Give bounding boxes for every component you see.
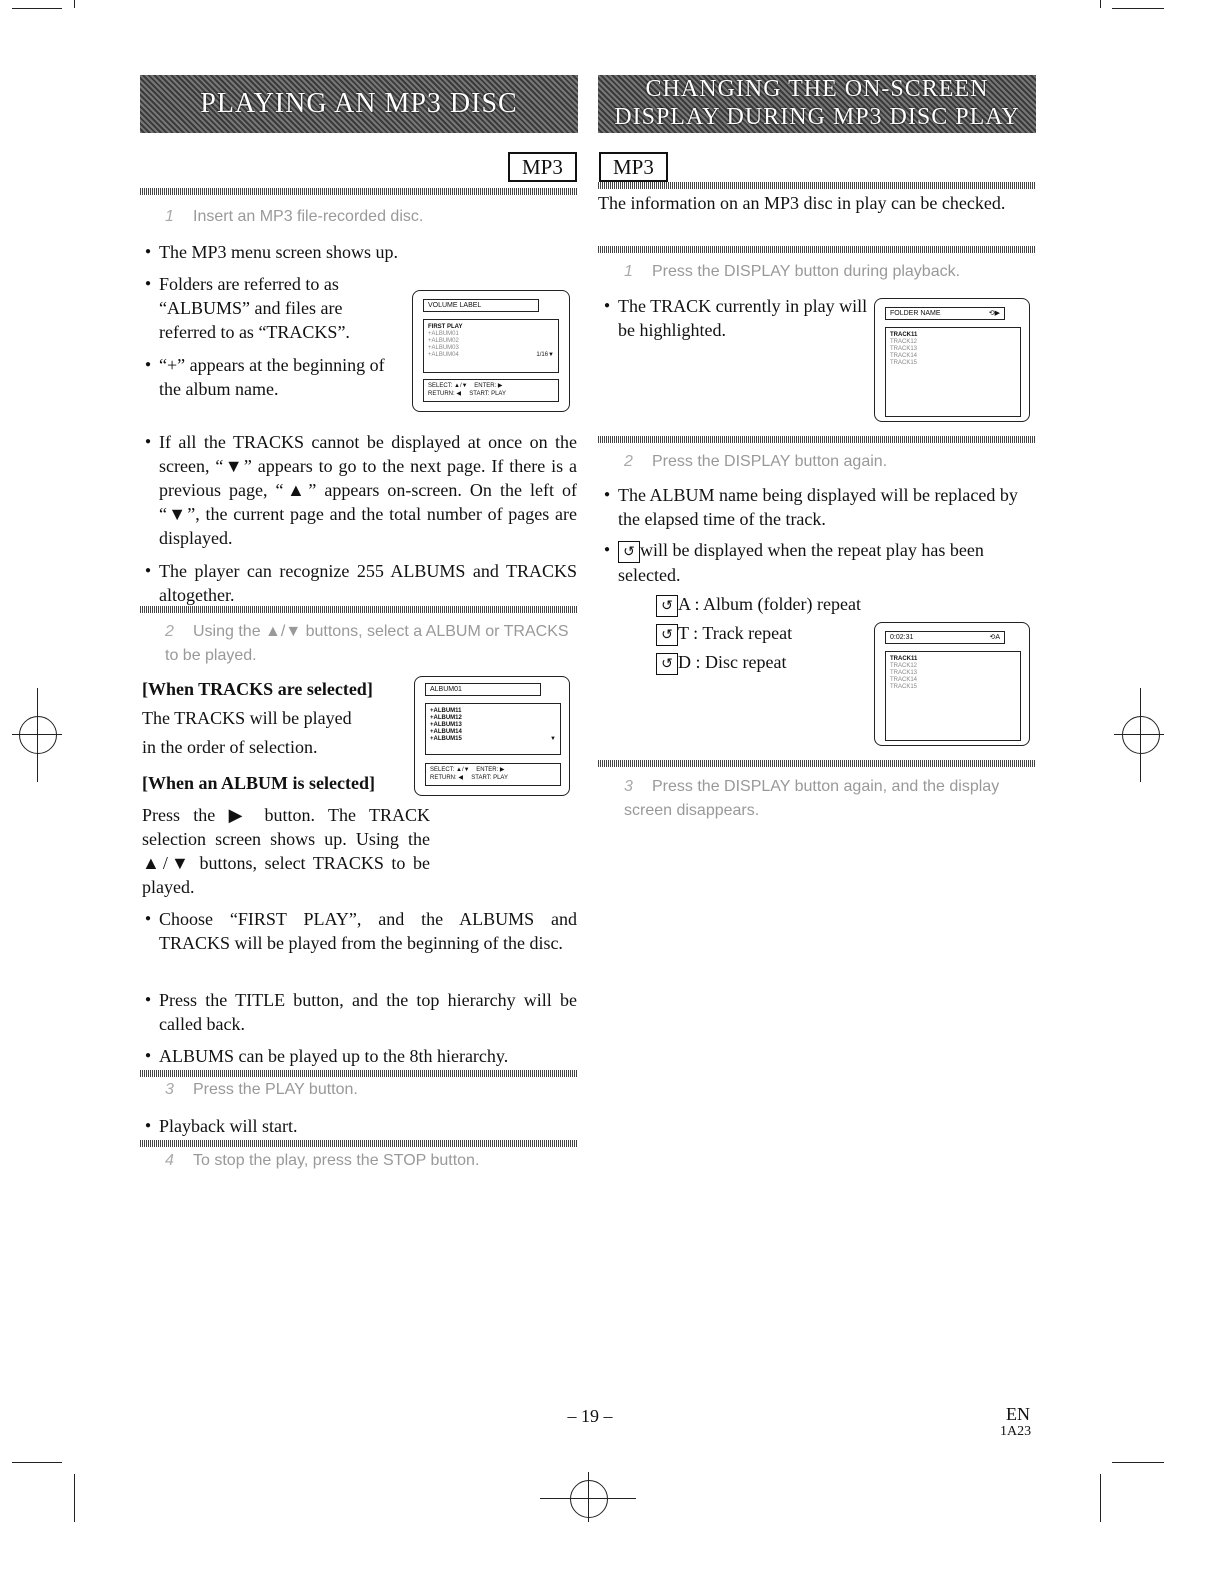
page-indicator: 1/16▼ bbox=[536, 352, 554, 358]
list-item: +ALBUM01 bbox=[428, 331, 459, 337]
list-item: +ALBUM02 bbox=[428, 338, 459, 344]
list-item: +ALBUM12 bbox=[430, 715, 462, 721]
repeat-label: D : Disc repeat bbox=[678, 652, 787, 672]
list-panel bbox=[423, 319, 559, 373]
registration-line bbox=[1114, 734, 1164, 735]
folder-name: FOLDER NAME bbox=[890, 310, 941, 317]
control-hints bbox=[425, 763, 561, 786]
step-number: 3 bbox=[624, 778, 633, 795]
bullet: ● The player can recognize 255 ALBUMS and TRACKS altogether. bbox=[159, 559, 577, 607]
list-item: +ALBUM03 bbox=[428, 345, 459, 351]
step-number: 3 bbox=[165, 1081, 174, 1098]
divider bbox=[598, 182, 1036, 189]
step-4 bbox=[165, 1152, 479, 1170]
bullet: ● Choose “FIRST PLAY”, and the ALBUMS and TRACKS will be played from the beginning of the disc. bbox=[159, 907, 577, 955]
step-1 bbox=[624, 263, 960, 281]
section-banner bbox=[598, 75, 1036, 133]
crop-mark bbox=[74, 0, 75, 8]
bullet: ● Playback will start. bbox=[159, 1114, 577, 1138]
step-text: Press the PLAY button. bbox=[193, 1081, 358, 1098]
step-number: 1 bbox=[624, 263, 633, 280]
repeat-play-icon: ⟲▶ bbox=[988, 310, 1000, 317]
mp3-badge: MP3 bbox=[599, 152, 668, 182]
bullet: ● Folders are referred to as “ALBUMS” and files are referred to as “TRACKS”. bbox=[159, 272, 399, 344]
list-panel bbox=[425, 703, 561, 755]
list-item: TRACK14 bbox=[890, 677, 918, 683]
hint-start: START: PLAY bbox=[471, 775, 508, 781]
elapsed-time-bar bbox=[885, 631, 1005, 644]
volume-label-bar: VOLUME LABEL bbox=[423, 299, 539, 312]
bullet: ● “+” appears at the beginning of the album name. bbox=[159, 353, 404, 401]
model-code: 1A23 bbox=[1000, 1424, 1032, 1439]
bullet: ● The ALBUM name being displayed will be replaced by the elapsed time of the track. bbox=[618, 483, 1036, 531]
step-number: 2 bbox=[165, 623, 174, 640]
folder-name-bar bbox=[885, 307, 1005, 320]
crop-mark bbox=[12, 1462, 62, 1463]
crop-mark bbox=[1100, 1474, 1101, 1522]
crop-mark bbox=[1112, 8, 1164, 9]
bullet: ● The TRACK currently in play will be highlighted. bbox=[618, 294, 868, 342]
first-play-item: FIRST PLAY bbox=[428, 324, 463, 330]
list-item: +ALBUM14 bbox=[430, 729, 462, 735]
crop-mark bbox=[1100, 0, 1101, 8]
step-number: 2 bbox=[624, 453, 633, 470]
elapsed-time-screen bbox=[874, 622, 1030, 746]
step-text: To stop the play, press the STOP button. bbox=[193, 1152, 480, 1169]
list-item: +ALBUM15 bbox=[430, 736, 462, 742]
repeat-album bbox=[656, 592, 861, 617]
crop-mark bbox=[74, 1474, 75, 1522]
crop-mark bbox=[1112, 1462, 1164, 1463]
album-screen bbox=[414, 676, 570, 796]
section-banner bbox=[140, 75, 578, 133]
divider bbox=[140, 1140, 578, 1147]
list-item: +ALBUM04 bbox=[428, 352, 459, 358]
hint-select: SELECT: ▲/▼ bbox=[430, 767, 470, 773]
paragraph: in the order of selection. bbox=[142, 737, 318, 757]
step-number: 1 bbox=[165, 208, 174, 225]
repeat-label: A : Album (folder) repeat bbox=[678, 594, 861, 614]
list-item: TRACK15 bbox=[890, 360, 918, 366]
divider bbox=[140, 1070, 578, 1077]
registration-mark bbox=[19, 716, 57, 754]
repeat-icon: ↺ bbox=[656, 595, 678, 617]
list-item: TRACK14 bbox=[890, 353, 918, 359]
divider bbox=[598, 760, 1036, 767]
repeat-label: T : Track repeat bbox=[678, 623, 793, 643]
hint-return: RETURN: ◀ bbox=[430, 775, 463, 781]
page-number: – 19 – bbox=[567, 1406, 613, 1426]
repeat-disc bbox=[656, 650, 786, 675]
bullet: ● ALBUMS can be played up to the 8th hierarchy. bbox=[159, 1044, 577, 1068]
bullet: ● If all the TRACKS cannot be displayed at once on the screen, “▼” appears to go to the next page. If there is a previous page, “▲” appears on-screen. On the left of “▼”, the current page and the total number of pages are displayed. bbox=[159, 430, 577, 550]
registration-mark bbox=[1122, 716, 1160, 754]
registration-line bbox=[37, 688, 38, 782]
bullet: ● The MP3 menu screen shows up. bbox=[159, 240, 579, 264]
divider bbox=[140, 606, 578, 613]
hint-enter: ENTER: ▶ bbox=[474, 383, 503, 389]
paragraph: The TRACKS will be played bbox=[142, 708, 352, 728]
subheading-album: [When an ALBUM is selected] bbox=[142, 773, 375, 793]
divider bbox=[598, 246, 1036, 253]
bullet bbox=[618, 538, 1036, 587]
list-item: TRACK12 bbox=[890, 663, 918, 669]
crop-mark bbox=[12, 8, 62, 9]
intro-paragraph: The information on an MP3 disc in play can be checked. bbox=[598, 193, 1006, 213]
step-text: Press the DISPLAY button again, and the display screen disappears. bbox=[624, 778, 1000, 819]
mp3-badge: MP3 bbox=[508, 152, 577, 182]
control-hints bbox=[423, 379, 559, 402]
list-item: +ALBUM11 bbox=[430, 708, 462, 714]
repeat-a-icon: ⟲A bbox=[989, 634, 1000, 641]
registration-line bbox=[1140, 688, 1141, 782]
step-2 bbox=[165, 620, 575, 668]
repeat-icon: ↺ bbox=[656, 624, 678, 646]
list-item: TRACK13 bbox=[890, 346, 918, 352]
banner-title: PLAYING AN MP3 DISC bbox=[200, 88, 518, 119]
repeat-track bbox=[656, 621, 792, 646]
step-text: Press the DISPLAY button during playback. bbox=[652, 263, 961, 280]
banner-title-line2: DISPLAY DURING MP3 DISC PLAY bbox=[614, 104, 1020, 130]
repeat-icon: ↺ bbox=[656, 653, 678, 675]
subheading-tracks: [When TRACKS are selected] bbox=[142, 679, 373, 699]
mp3-menu-screen bbox=[412, 290, 570, 412]
step-number: 4 bbox=[165, 1152, 174, 1169]
hint-enter: ENTER: ▶ bbox=[476, 767, 505, 773]
registration-mark bbox=[570, 1480, 608, 1518]
track-highlight-screen bbox=[874, 298, 1030, 422]
paragraph: Press the ▶ button. The TRACK selection screen shows up. Using the ▲/▼ buttons, select TRACKS to be played. bbox=[142, 805, 430, 897]
hint-return: RETURN: ◀ bbox=[428, 391, 461, 397]
list-item: +ALBUM13 bbox=[430, 722, 462, 728]
registration-line bbox=[588, 1472, 589, 1522]
list-item: TRACK13 bbox=[890, 670, 918, 676]
divider bbox=[598, 436, 1036, 443]
hint-select: SELECT: ▲/▼ bbox=[428, 383, 468, 389]
track-list bbox=[885, 651, 1021, 741]
hint-start: START: PLAY bbox=[469, 391, 506, 397]
step-text: Using the ▲/▼ buttons, select a ALBUM or TRACKS to be played. bbox=[165, 623, 569, 664]
step-text: Press the DISPLAY button again. bbox=[652, 453, 888, 470]
list-item: TRACK15 bbox=[890, 684, 918, 690]
highlighted-track: TRACK11 bbox=[890, 332, 918, 338]
step-2 bbox=[624, 453, 887, 471]
bullet-text: will be displayed when the repeat play has been selected. bbox=[618, 540, 984, 585]
list-item: TRACK12 bbox=[890, 339, 918, 345]
highlighted-track: TRACK11 bbox=[890, 656, 918, 662]
step-3 bbox=[624, 775, 1034, 823]
repeat-icon: ↺ bbox=[618, 541, 640, 563]
divider bbox=[140, 188, 578, 195]
elapsed-time: 0:02:31 bbox=[890, 634, 914, 641]
banner-title-line1: CHANGING THE ON-SCREEN bbox=[645, 76, 989, 102]
bullet: ● Press the TITLE button, and the top hierarchy will be called back. bbox=[159, 988, 577, 1036]
step-3 bbox=[165, 1081, 358, 1099]
track-list bbox=[885, 327, 1021, 417]
step-1 bbox=[165, 208, 423, 226]
language-code: EN bbox=[1006, 1404, 1030, 1424]
album-name-bar: ALBUM01 bbox=[425, 683, 541, 696]
page-indicator: ▼ bbox=[550, 736, 556, 742]
step-text: Insert an MP3 file-recorded disc. bbox=[193, 208, 424, 225]
